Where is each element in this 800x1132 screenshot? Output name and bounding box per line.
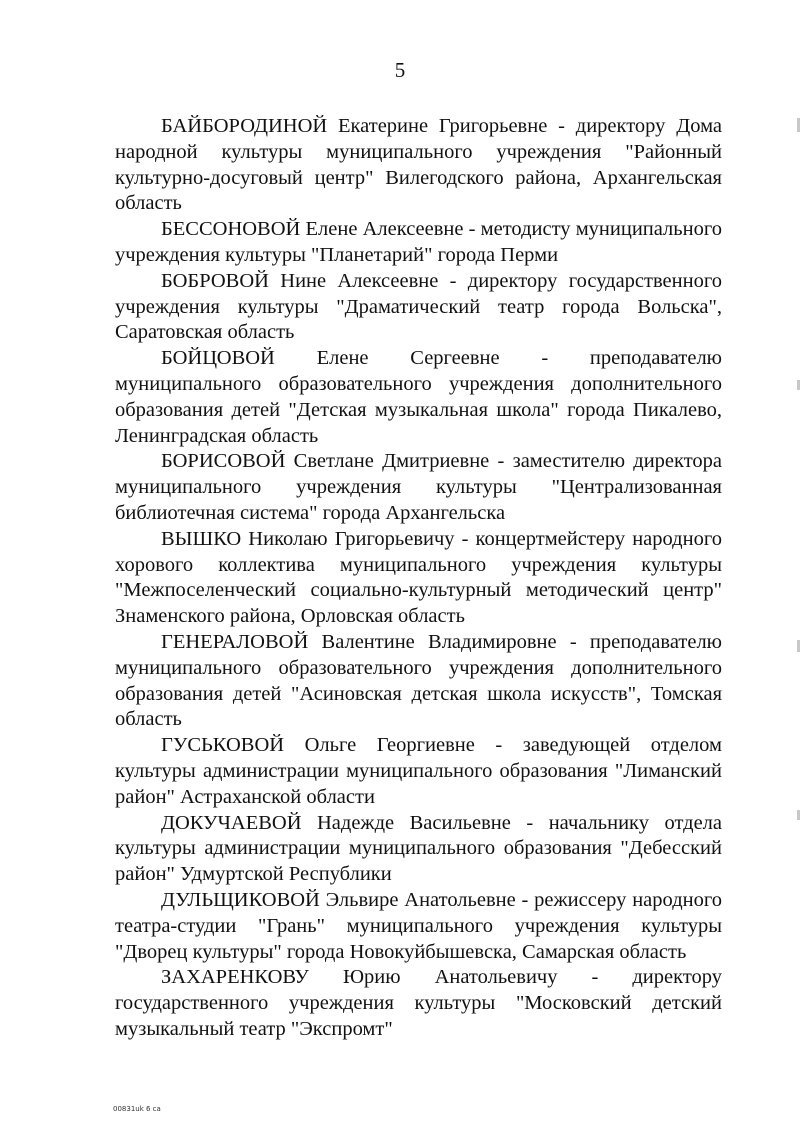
recipient-entry: ЗАХАРЕНКОВУ Юрию Анатольевичу - директору государственного учреждения культуры "Московский детский музыкальный театр "Экспромт" [115,966,722,1040]
recipient-entry: БЕССОНОВОЙ Елене Алексеевне - методисту муниципального учреждения культуры "Планетарий" города Перми [115,218,722,266]
recipient-entry: БОРИСОВОЙ Светлане Дмитриевне - заместителю директора муниципального учреждения культуры "Централизованная библиотечная система" города Архангельска [115,450,722,524]
recipient-entry: БОЙЦОВОЙ Елене Сергеевне - преподавателю муниципального образовательного учреждения дополнительного образования детей "Детская музыкальная школа" города Пикалево, Ленинградская область [115,347,722,447]
recipient-entry: ДУЛЬЩИКОВОЙ Эльвире Анатольевне - режиссеру народного театра-студии "Грань" муниципального учреждения культуры "Дворец культуры" города Новокуйбышевска, Самарская область [115,888,722,963]
page-number: 5 [394,58,406,82]
recipient-entry: БАЙБОРОДИНОЙ Екатерине Григорьевне - директору Дома народной культуры муниципального учреждения "Районный культурно-досуговый центр" Вилегодского района, Архангельская область [115,115,722,215]
recipient-entry: ГУСЬКОВОЙ Ольге Георгиевне - заведующей отделом культуры администрации муниципального образования "Лиманский район" Астраханской области [115,734,722,808]
recipient-entry: ГЕНЕРАЛОВОЙ Валентине Владимировне - преподавателю муниципального образовательного учреждения дополнительного образования детей "Асиновская детская школа искусств", Томская область [115,630,722,731]
award-recipients-list [115,114,722,1043]
document-footer-code: 00831uk 6 ca [113,1105,161,1113]
recipient-entry: БОБРОВОЙ Нине Алексеевне - директору государственного учреждения культуры "Драматический театр города Вольска", Саратовская область [115,269,722,344]
recipient-entry: ВЫШКО Николаю Григорьевичу - концертмейстеру народного хорового коллектива муниципального учреждения культуры "Межпоселенческий социально-культурный методический центр" Знаменского района, Орловская область [115,527,722,628]
recipient-entry: ДОКУЧАЕВОЙ Надежде Васильевне - начальнику отдела культуры администрации муниципального образования "Дебесский район" Удмуртской Республики [115,811,722,886]
